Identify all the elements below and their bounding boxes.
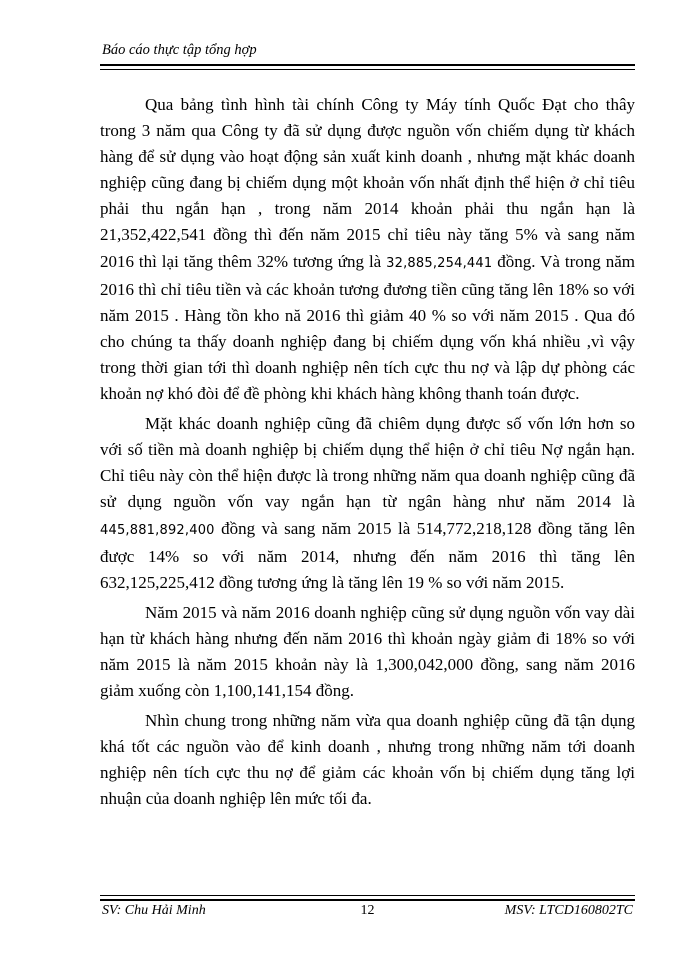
page-footer	[100, 895, 635, 925]
paragraph-1-amount: 32,885,254,441	[386, 255, 493, 271]
footer-rule-thin	[100, 895, 635, 896]
paragraph-3: Năm 2015 và năm 2016 doanh nghiệp cũng sử dụng nguồn vốn vay dài hạn từ khách hàng nhưng đến năm 2016 thì khoản ngày giảm đi 18% so với năm 2015 là năm 2015 khoản này là 1,300,042,000 đồng, sang năm 2016 giảm xuống còn 1,100,141,154 đồng.	[100, 602, 635, 701]
header-title: Báo cáo thực tập tổng hợp	[102, 42, 257, 58]
paragraph-1-text-a: Qua bảng tình hình tài chính Công ty Máy tính Quốc Đạt cho thây trong 3 năm qua Công ty đã sử dụng được nguồn vốn chiếm dụng từ khách hàng để sử dụng vào hoạt động sản xuất kinh doanh , nhưng mặt khác doanh nghiệp cũng đang bị chiếm dụng một khoản vốn nhất định thể hiện ở chỉ tiêu phải thu ngắn hạn , trong năm 2014 khoản phải thu ngắn hạn là 21,352,422,541 đồng thì đến năm 2015 chỉ tiêu này tăng 5% và sang năm 2016 thì lại tăng thêm 32% tương ứng là	[100, 95, 635, 271]
paragraph-1	[100, 92, 635, 407]
body-text	[100, 92, 635, 817]
footer-page-number: 12	[360, 903, 375, 918]
paragraph-2-text-b: đồng và sang năm 2015 là 514,772,218,128 đồng tăng lên được 14% so với năm 2014, nhưng đến năm 2016 thì tăng lên 632,125,225,412 đồng tương ứng là tăng lên 19 % so với năm 2015.	[100, 518, 635, 592]
paragraph-2-text-a: Mặt khác doanh nghiệp cũng đã chiêm dụng được số vốn lớn hơn so với số tiền mà doanh nghiệp bị chiếm dụng thể hiện ở chỉ tiêu Nợ ngắn hạn. Chỉ tiêu này còn thể hiện được là trong những năm qua doanh nghiệp cũng đã sử dụng nguồn vốn vay ngắn hạn từ ngân hàng như năm 2014 là	[100, 414, 635, 512]
footer-student-name: SV: Chu Hải Minh	[102, 903, 206, 918]
header-rule-thin	[100, 69, 635, 70]
paragraph-4: Nhìn chung trong những năm vừa qua doanh nghiệp cũng đã tận dụng khá tốt các nguồn vào để kinh doanh , nhưng trong những năm tới doanh nghiệp nên tích cực thu nợ để giảm các khoản vốn bị chiếm dụng tăng lợi nhuận của doanh nghiệp lên mức tối đa.	[100, 711, 635, 809]
paragraph-1-text-b: đồng. Và trong năm 2016 thì chỉ tiêu tiền và các khoản tương đương tiền cũng tăng lên 18% so với năm 2015 . Hàng tồn kho nă 2016 thì giảm 40 % so với năm 2015 . Qua đó cho chúng ta thấy doanh nghiệp đang bị chiếm dụng vốn khá nhiều ,vì vậy trong thời gian tới thì doanh nghiệp nên tích cực thu nợ và lập dự phòng các khoản nợ khó đòi để đề phòng khi khách hàng không thanh toán được.	[100, 251, 635, 404]
footer-rule-thick	[100, 899, 635, 901]
paragraph-2-amount: 445,881,892,400	[100, 522, 215, 538]
paragraph-2	[100, 411, 635, 596]
header-rule-thick	[100, 64, 635, 66]
page-header	[100, 38, 635, 66]
footer-student-id: MSV: LTCD160802TC	[504, 903, 633, 918]
